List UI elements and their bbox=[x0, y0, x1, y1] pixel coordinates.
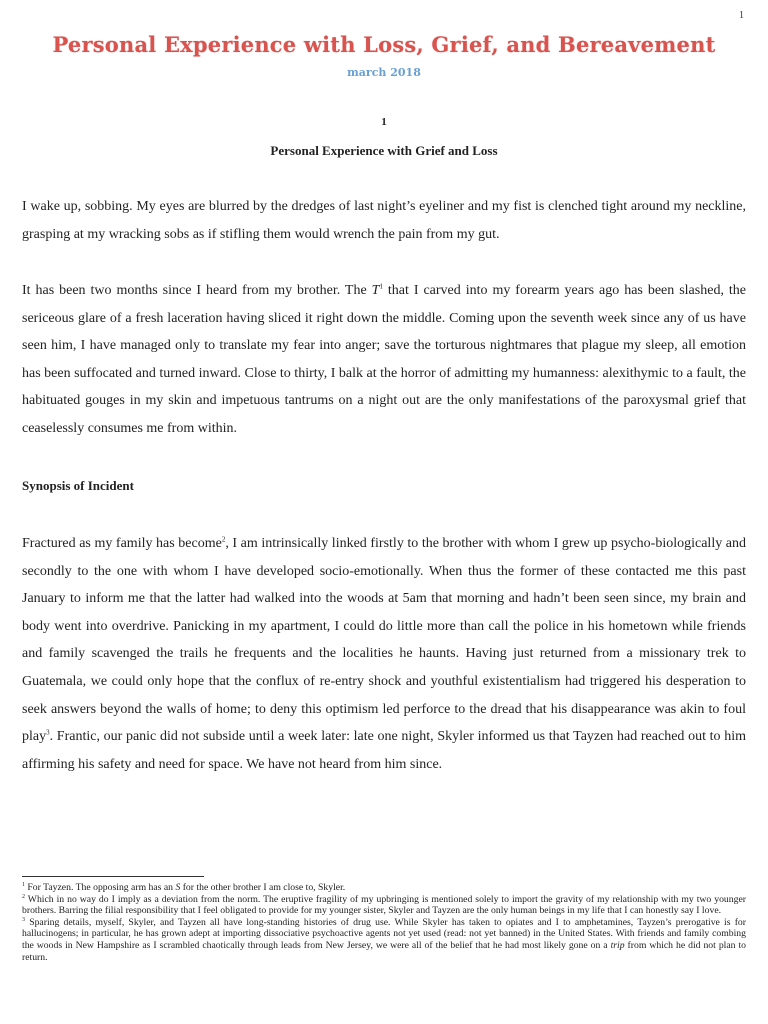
paragraph-synopsis bbox=[22, 530, 746, 778]
footnote-text: from which he did not plan to return. bbox=[22, 939, 746, 963]
footnote-divider bbox=[22, 876, 204, 877]
footnotes bbox=[22, 882, 746, 963]
footnote-ref-2[interactable]: 2 bbox=[221, 535, 226, 544]
footnote-number: 2 bbox=[22, 893, 25, 900]
paragraph-text: Fractured as my family has become bbox=[22, 536, 222, 551]
footnote-number: 1 bbox=[22, 881, 25, 888]
paragraph-brother bbox=[22, 277, 746, 443]
paragraph-text: . Frantic, our panic did not subside until a week later: late one night, Skyler informed us that Tayzen had reached out to him affirming his safety and need for space. We have not heard from him since. bbox=[22, 729, 746, 772]
page-number: 1 bbox=[739, 10, 744, 21]
initial-s: S bbox=[175, 882, 181, 893]
paragraph-opening: I wake up, sobbing. My eyes are blurred by the dredges of last night’s eyeliner and my fist is clenched tight around my neckline, grasping at my wracking sobs as if stifling them would wrench the pain from my gut. bbox=[22, 199, 746, 242]
footnote-text: Sparing details, myself, Skyler, and Tayzen all have long-standing histories of drug use. While Skyler has taken to opiates and I to amphetamines, Tayzen’s prerogative is for hallucinogens; in particular, he has grown adept at importing dissociative psychoactive agents not yet used (read: not yet banned) in the United States. With friends and family combing the woods in New Hampshire as I scrambled chaotically through leads from New Jersey, we were all of the belief that he had most likely gone on a bbox=[22, 916, 746, 951]
footnote-text: for the other brother I am close to, Skyler. bbox=[180, 882, 346, 893]
emphasis-trip: trip bbox=[610, 939, 625, 951]
initial-t: T bbox=[371, 283, 380, 298]
section-title: Personal Experience with Grief and Loss bbox=[270, 143, 498, 158]
footnote-3 bbox=[22, 917, 746, 963]
footnote-1 bbox=[22, 882, 746, 894]
subsection-heading: Synopsis of Incident bbox=[22, 478, 134, 493]
section-number: 1 bbox=[381, 116, 387, 128]
footnote-2 bbox=[22, 894, 746, 917]
footnote-ref-1[interactable]: 1 bbox=[379, 282, 383, 291]
footnote-text: Which in no way do I imply as a deviation from the norm. The eruptive fragility of my upbringing is mentioned solely to import the gravity of my relationship with my two younger brothers. Barring the filial responsibility that I feel obligated to provide for my younger sister, Skyler and Tayzen are the only human beings in my life that I can honestly say I love. bbox=[22, 893, 746, 917]
footnote-number: 3 bbox=[22, 916, 25, 923]
footnote-text: For Tayzen. The opposing arm has an bbox=[25, 882, 176, 893]
document-date: march 2018 bbox=[347, 66, 421, 79]
paragraph-text: , I am intrinsically linked firstly to the brother with whom I grew up psycho-biologically and secondly to the one with whom I have developed socio-emotionally. When thus the former of these contacted me this past January to inform me that the latter had walked into the woods at 5am that morning and hadn’t been seen since, my brain and body went into overdrive. Panicking in my apartment, I could do little more than call the police in his hometown while friends and family scavenged the trails he frequents and the localities he haunts. Having just returned from a missionary trek to Guatemala, we could only hope that the conflux of re-entry shock and youthful existentialism had triggered his desperation to seek answers beyond the walls of home; to deny this optimism led perforce to the dread that his disappearance was akin to foul play bbox=[22, 536, 747, 745]
document-title: Personal Experience with Loss, Grief, and Bereavement bbox=[52, 32, 716, 57]
footnote-ref-3[interactable]: 3 bbox=[46, 728, 50, 737]
paragraph-text: It has been two months since I heard from my brother. The bbox=[22, 283, 372, 298]
paragraph-text: that I carved into my forearm years ago has been slashed, the sericeous glare of a fresh laceration having sliced it right down the middle. Coming upon the seventh week since any of us have seen him, I have managed only to translate my fear into anger; save the torturous nightmares that plague my sleep, all emotion has been suffocated and turned inward. Close to thirty, I balk at the horror of admitting my humanness: alexithymic to a fault, the habituated gouges in my skin and impetuous tantrums on a night out are the only manifestations of the paroxysmal grief that ceaselessly consumes me from within. bbox=[22, 283, 746, 436]
